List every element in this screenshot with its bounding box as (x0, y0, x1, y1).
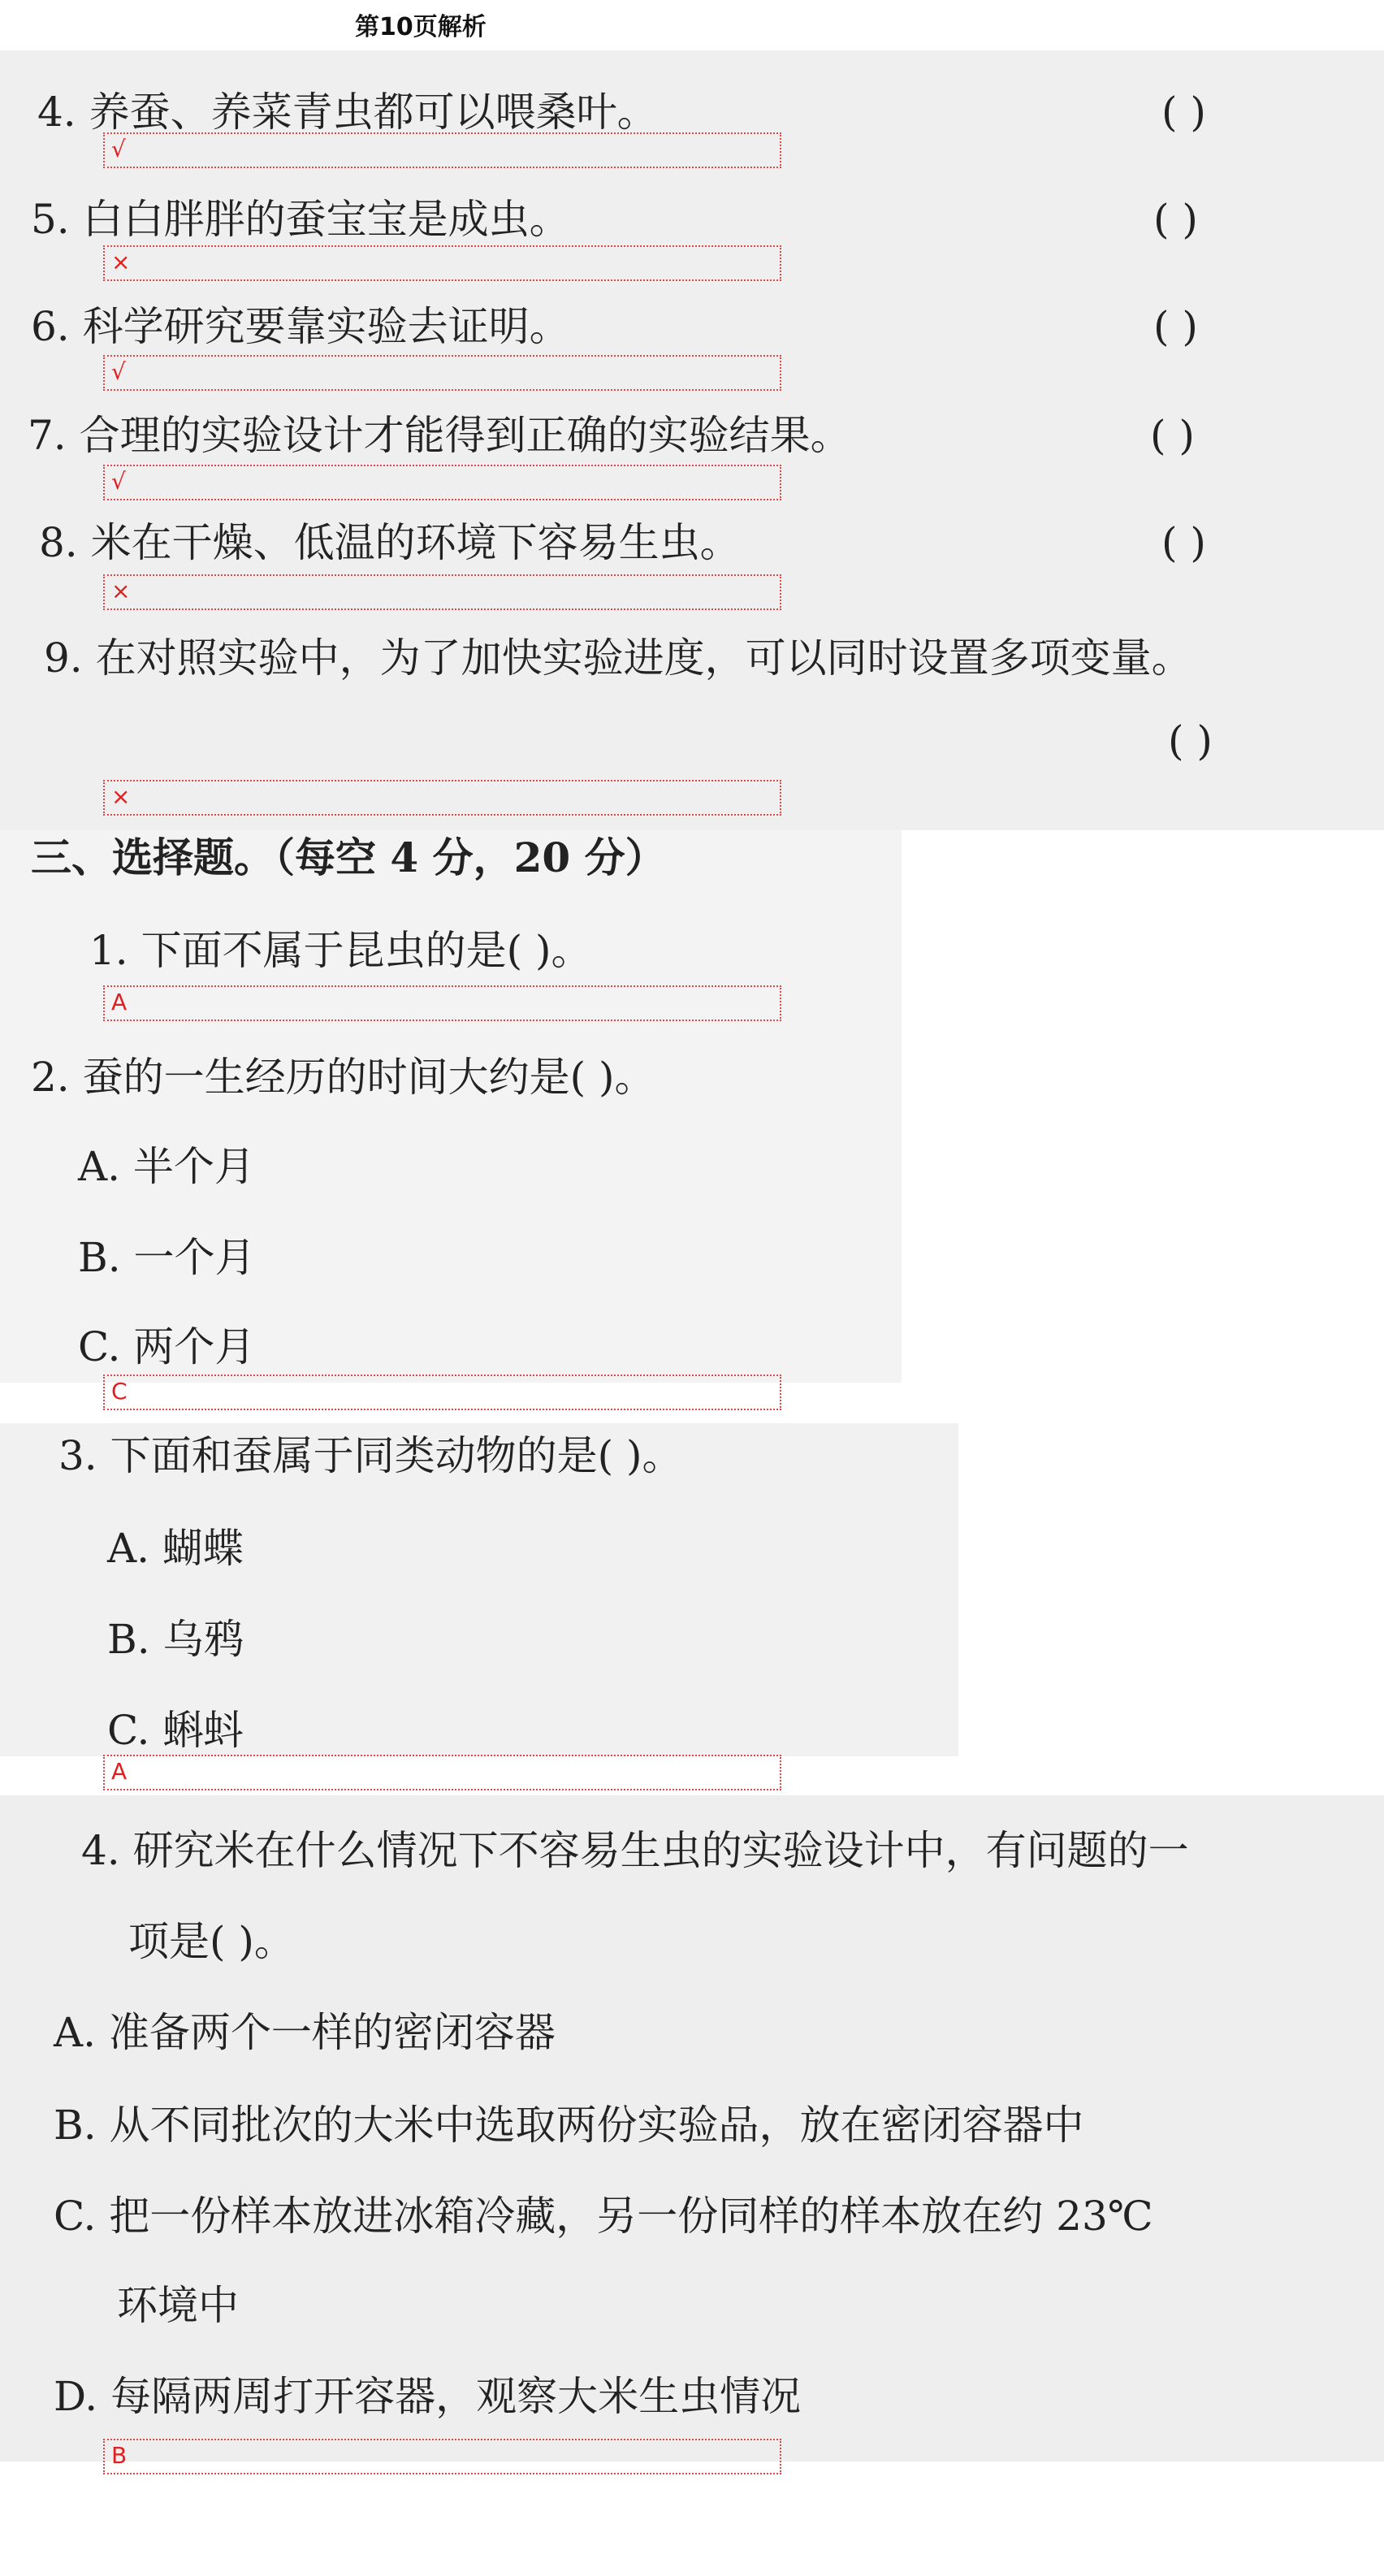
judge-paren-5: ( ) (1153, 196, 1198, 243)
section-3-heading: 三、选择题。（每空 4 分，20 分） (31, 833, 666, 881)
choice-3-option-b: B. 乌鸦 (107, 1616, 244, 1663)
choice-4-option-c: C. 把一份样本放进冰箱冷藏，另一份同样的样本放在约 23℃ (54, 2193, 1153, 2240)
judge-item-6: 6. 科学研究要靠实验去证明。 (31, 303, 570, 350)
judge-item-5: 5. 白白胖胖的蚕宝宝是成虫。 (31, 196, 570, 243)
judge-item-9: 9. 在对照实验中，为了加快实验进度，可以同时设置多项变量。 (44, 634, 1192, 682)
answer-box-8: × (103, 574, 781, 610)
choice-3-option-c: C. 蝌蚪 (107, 1707, 244, 1754)
answer-box-4: √ (103, 132, 781, 168)
scan-block-section3 (0, 830, 902, 1383)
page-title: 第10页解析 (355, 13, 487, 41)
answer-box-7: √ (103, 465, 781, 500)
judge-paren-4: ( ) (1161, 89, 1206, 136)
choice-4-option-b: B. 从不同批次的大米中选取两份实验品，放在密闭容器中 (54, 2102, 1084, 2149)
answer-box-9: × (103, 780, 781, 816)
judge-item-7: 7. 合理的实验设计才能得到正确的实验结果。 (28, 412, 851, 459)
answer-box-6: √ (103, 355, 781, 391)
choice-2-option-b: B. 一个月 (78, 1234, 256, 1281)
judge-paren-6: ( ) (1153, 303, 1198, 350)
judge-item-4: 4. 养蚕、养菜青虫都可以喂桑叶。 (37, 89, 658, 136)
choice-2-stem: 2. 蚕的一生经历的时间大约是( )。 (31, 1054, 655, 1101)
choice-4-stem-line1: 4. 研究米在什么情况下不容易生虫的实验设计中，有问题的一 (81, 1827, 1189, 1874)
choice-2-option-a: A. 半个月 (78, 1143, 255, 1190)
choice-2-option-c: C. 两个月 (78, 1323, 256, 1370)
choice-3-stem: 3. 下面和蚕属于同类动物的是( )。 (58, 1432, 683, 1479)
choice-4-option-d: D. 每隔两周打开容器，观察大米生虫情况 (54, 2373, 802, 2420)
choice-3-option-a: A. 蝴蝶 (107, 1525, 244, 1572)
answer-box-c2: C (103, 1375, 781, 1410)
answer-box-5: × (103, 245, 781, 281)
answer-box-c4: B (103, 2439, 781, 2474)
choice-4-stem-line2: 项是( )。 (128, 1918, 295, 1965)
answer-box-c1: A (103, 985, 781, 1021)
choice-4-option-c-cont: 环境中 (117, 2282, 239, 2329)
choice-4-option-a: A. 准备两个一样的密闭容器 (54, 2009, 556, 2056)
judge-paren-9: ( ) (1168, 717, 1213, 764)
choice-1-stem: 1. 下面不属于昆虫的是( )。 (89, 927, 592, 974)
judge-item-8: 8. 米在干燥、低温的环境下容易生虫。 (39, 519, 741, 566)
answer-box-c3: A (103, 1755, 781, 1790)
judge-paren-8: ( ) (1161, 519, 1206, 566)
judge-paren-7: ( ) (1150, 412, 1195, 459)
